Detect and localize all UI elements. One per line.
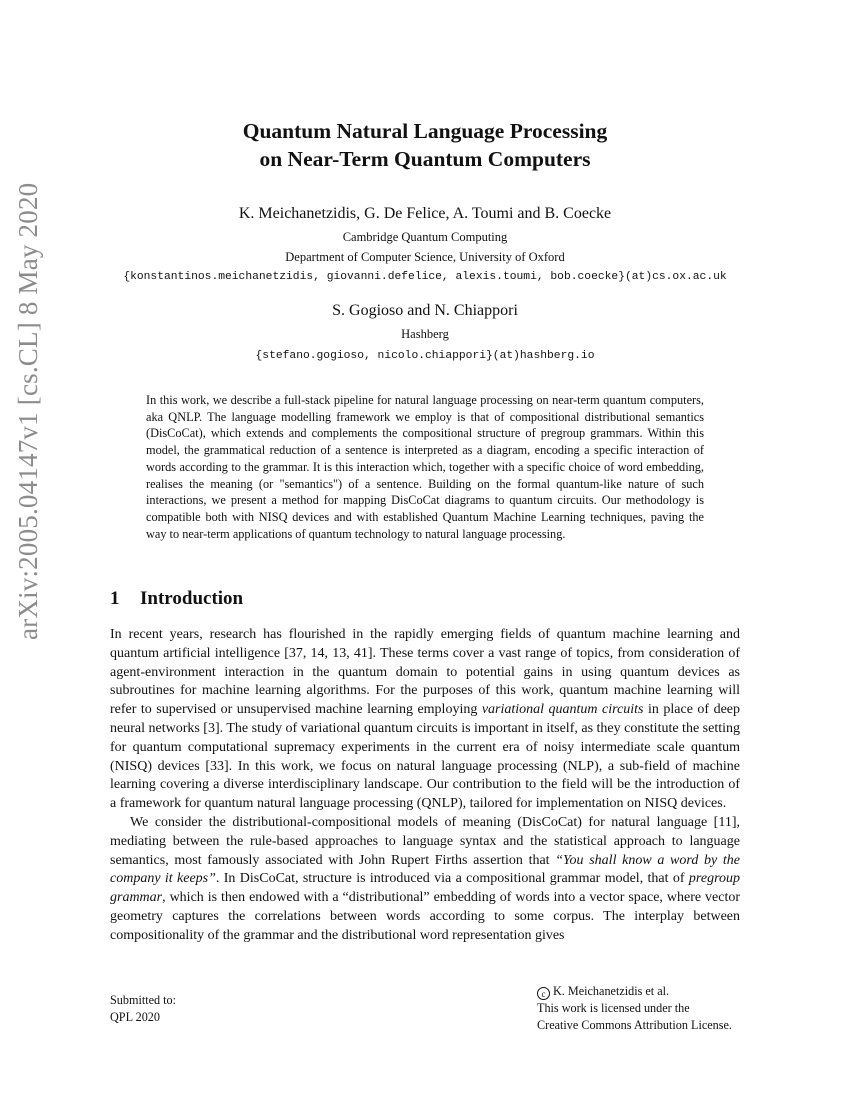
paragraph-2-quote: “You shall know a word by the company it keeps”	[110, 852, 740, 887]
paper-title-line-2: on Near-Term Quantum Computers	[259, 147, 591, 171]
paper-title	[0, 117, 850, 173]
copyright-icon: c	[537, 987, 550, 1000]
introduction-body	[110, 626, 740, 946]
paragraph-1-text-a: In recent years, research has flourished in the rapidly emerging fields of quantum machine learning and quantum artificial intelligence [37, 14, 13, 41]. These terms cover a vast range of topics, from consideration of agent-environment interaction in the quantum domain to potential gains in using quantum devices as subroutines for machine learning algorithms. For the purposes of this work, quantum machine learning will refer to supervised or unsupervised machine learning employing	[110, 627, 740, 718]
arxiv-identifier-stamp: arXiv:2005.04147v1 [cs.CL] 8 May 2020	[13, 182, 43, 640]
license-note	[537, 983, 732, 1034]
submission-note	[110, 992, 176, 1026]
author-names-1: K. Meichanetzidis, G. De Felice, A. Toumi and B. Coecke	[238, 205, 612, 222]
paragraph-2	[110, 814, 740, 946]
author-emails-1: {konstantinos.meichanetzidis, giovanni.defelice, alexis.toumi, bob.coecke}(at)cs.ox.ac.uk	[123, 271, 727, 283]
paragraph-1-emphasis: variational quantum circuits	[481, 702, 644, 718]
paragraph-2-text-b: . In DisCoCat, structure is introduced via a compositional grammar model, that of	[215, 871, 689, 887]
author-names-2: S. Gogioso and N. Chiappori	[332, 302, 518, 319]
license-line-2: Creative Commons Attribution License.	[537, 1018, 732, 1032]
affiliation-oxford: Department of Computer Science, University of Oxford	[285, 250, 565, 264]
copyright-line	[537, 983, 732, 1000]
paragraph-1-text-b: in place of deep neural networks [3]. The study of variational quantum circuits is important in itself, as they constitute the setting for quantum computational supremacy experiments in the current era of noisy intermediate scale quantum (NISQ) devices [33]. In this work, we focus on natural language processing (NLP), a sub-field of machine learning covering a diverse interdisciplinary landscape. Our contribution to the field will be the introduction of a framework for quantum natural language processing (QNLP), tailored for implementation on NISQ devices.	[110, 702, 740, 812]
author-block-1	[0, 203, 850, 287]
copyright-holder: K. Meichanetzidis et al.	[553, 984, 670, 998]
section-number: 1	[110, 588, 120, 609]
section-title: Introduction	[140, 588, 244, 609]
affiliation-hashberg: Hashberg	[401, 327, 449, 341]
abstract: In this work, we describe a full-stack pipeline for natural language processing on near-term quantum computers, aka QNLP. The language modelling framework we employ is that of compositional distributional semantics (DisCoCat), which extends and complements the compositional structure of pregroup grammars. Within this model, the grammatical reduction of a sentence is interpreted as a diagram, encoding a specific interaction of words according to the grammar. It is this interaction which, together with a specific choice of word embedding, realises the meaning (or "semantics") of a sentence. Building on the formal quantum-like nature of such interactions, we present a method for mapping DisCoCat diagrams to quantum circuits. Our methodology is compatible both with NISQ devices and with established Quantum Machine Learning techniques, paving the way to near-term applications of quantum technology to natural language processing.	[146, 393, 704, 541]
submission-venue: QPL 2020	[110, 1010, 160, 1024]
paragraph-2-text-c: , which is then endowed with a “distributional” embedding of words into a vector space, where vector geometry captures the correlations between words according to some corpus. The interplay between compositionality of the grammar and the distributional word representation gives	[110, 890, 740, 943]
section-heading-introduction	[110, 588, 243, 610]
author-emails-2: {stefano.gogioso, nicolo.chiappori}(at)hashberg.io	[255, 350, 595, 362]
paragraph-1	[110, 626, 740, 814]
submission-label: Submitted to:	[110, 993, 177, 1007]
paragraph-2-emphasis: pregroup grammar	[110, 871, 740, 906]
license-line-1: This work is licensed under the	[537, 1001, 690, 1015]
paper-title-line-1: Quantum Natural Language Processing	[242, 119, 608, 143]
affiliation-cqc: Cambridge Quantum Computing	[342, 230, 508, 244]
paragraph-2-text-a: We consider the distributional-compositional models of meaning (DisCoCat) for natural language [11], mediating between the rule-based approaches to language syntax and the statistical approach to language semantics, most famously associated with John Rupert Firths assertion that	[110, 814, 740, 868]
author-block-2	[0, 300, 850, 366]
